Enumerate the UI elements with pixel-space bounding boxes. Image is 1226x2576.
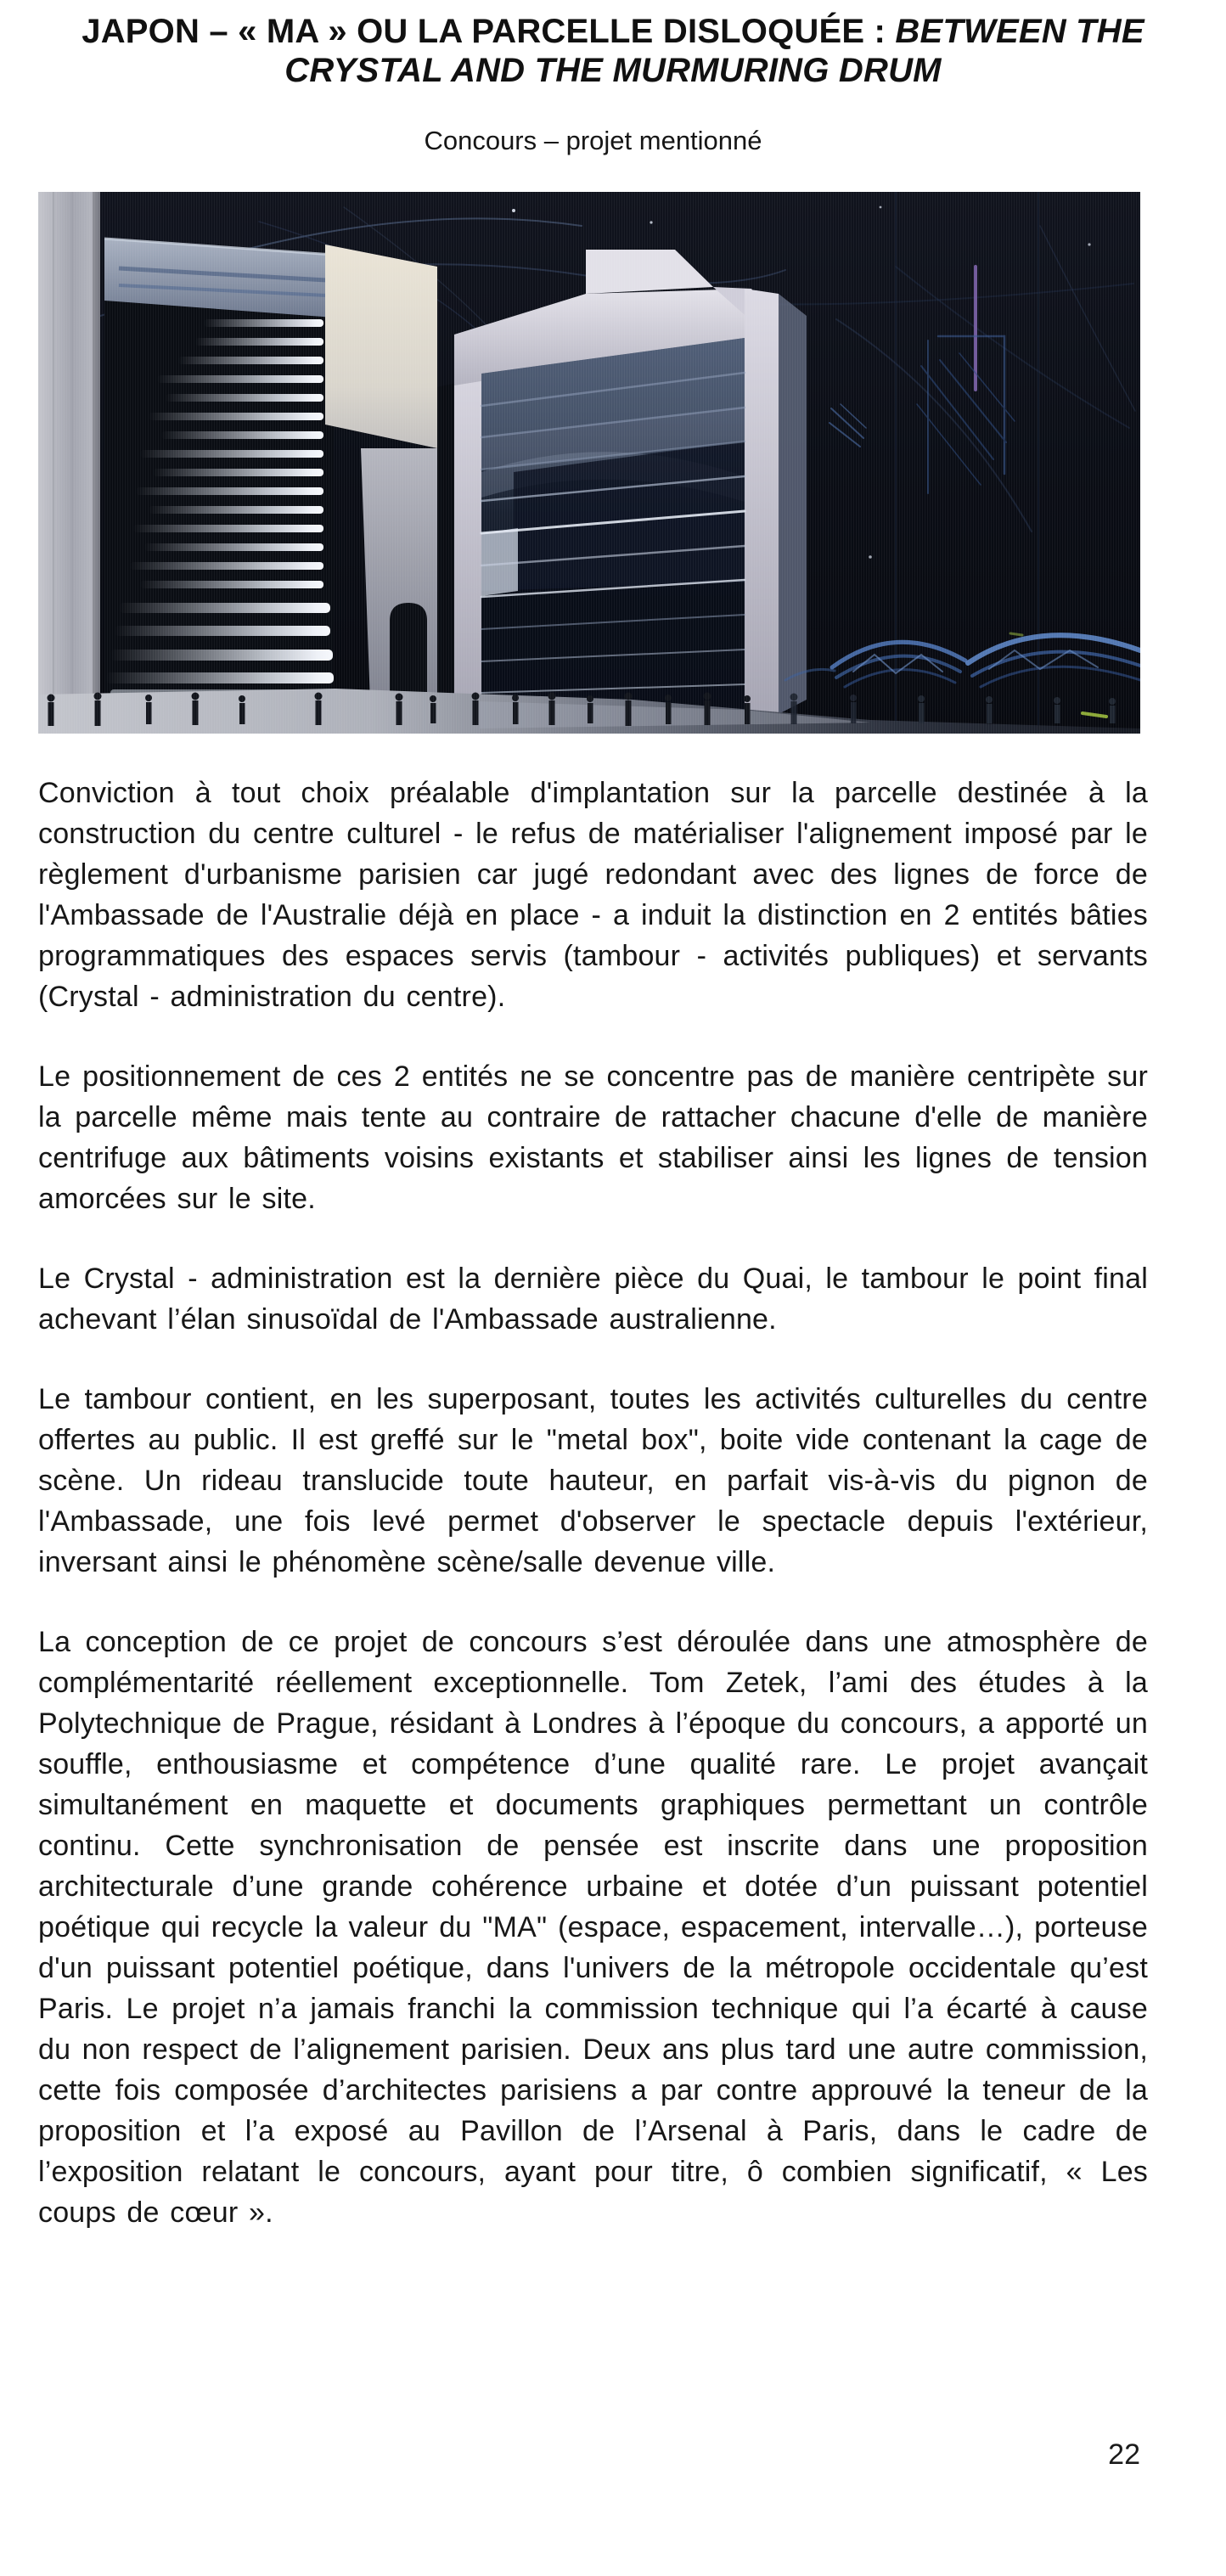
louvered-tower: [104, 239, 337, 703]
project-painting-figure: [38, 192, 1140, 734]
paragraph-implantation: Conviction à tout choix préalable d'implantation sur la parcelle destinée à la construction du centre culturel - le refus de matérialiser l'alignement imposé par le règlement d'urbanisme parisien car jugé redondant avec des lignes de force de l'Ambassade de l'Australie déjà en place - a induit la distinction en 2 entités bâties programmatiques des espaces servis (tambour - activités publiques) et servants (Crystal - administration du centre).: [38, 777, 1148, 1013]
page-title: [25, 0, 1201, 90]
paragraph-conception: La conception de ce projet de concours s’est déroulée dans une atmosphère de complémentarité réellement exceptionnelle. Tom Zetek, l’ami des études à la Polytechnique de Prague, résidant à Londres à l’époque du concours, a apporté un souffle, enthousiasme et compétence d’une qualité rare. Le projet avançait simultanément en maquette et documents graphiques permettant un contrôle continu. Cette synchronisation de pensée est inscrite dans une proposition architecturale d’une grande cohérence urbaine et dotée d’un puissant potentiel poétique qui recycle la valeur du "MA" (espace, espacement, intervalle…), porteuse d'un puissant potentiel poétique, dans l'univers de la métropole occidentale qu’est Paris. Le projet n’a jamais franchi la commission technique qui l’a écarté à cause du non respect de l’alignement parisien. Deux ans plus tard une autre commission, cette fois composée d’architectes parisiens a par contre approuvé la teneur de la proposition et l’a exposé au Pavillon de l’Arsenal à Paris, dans le cadre de l’exposition relatant le concours, ayant pour titre, ô combien significatif, « Les coups de cœur ».: [38, 1626, 1148, 2229]
page-number: 22: [1108, 2438, 1140, 2471]
body-text: [38, 773, 1148, 2233]
paragraph-positionnement: Le positionnement de ces 2 entités ne se concentre pas de manière centripète sur la parcelle même mais tente au contraire de rattacher chacune d'elle de manière centrifuge aux bâtiments voisins existants et stabiliser ainsi les lignes de tension amorcées sur le site.: [38, 1060, 1148, 1215]
paragraph-tambour: Le tambour contient, en les superposant, toutes les activités culturelles du centre offertes au public. Il est greffé sur le "metal box", boite vide contenant la cage de scène. Un rideau translucide toute hauteur, en parfait vis-à-vis du pignon de l'Ambassade, une fois levé permet d'observer le spectacle depuis l'extérieur, inversant ainsi le phénomène scène/salle devenue ville.: [38, 1383, 1148, 1578]
glass-tower: [454, 250, 807, 732]
left-pillar: [38, 192, 100, 734]
paragraph-crystal: Le Crystal - administration est la dernière pièce du Quai, le tambour le point final achevant l’élan sinusoïdal de l'Ambassade australienne.: [38, 1263, 1148, 1336]
page-title-emphasis: BETWEEN THE CRYSTAL AND THE MURMURING DRUM: [284, 13, 1144, 89]
painting-svg: [38, 192, 1140, 734]
page-title-main: JAPON – « MA » OU LA PARCELLE DISLOQUÉE :: [82, 13, 896, 50]
subtitle: Concours – projet mentionné: [424, 126, 762, 155]
